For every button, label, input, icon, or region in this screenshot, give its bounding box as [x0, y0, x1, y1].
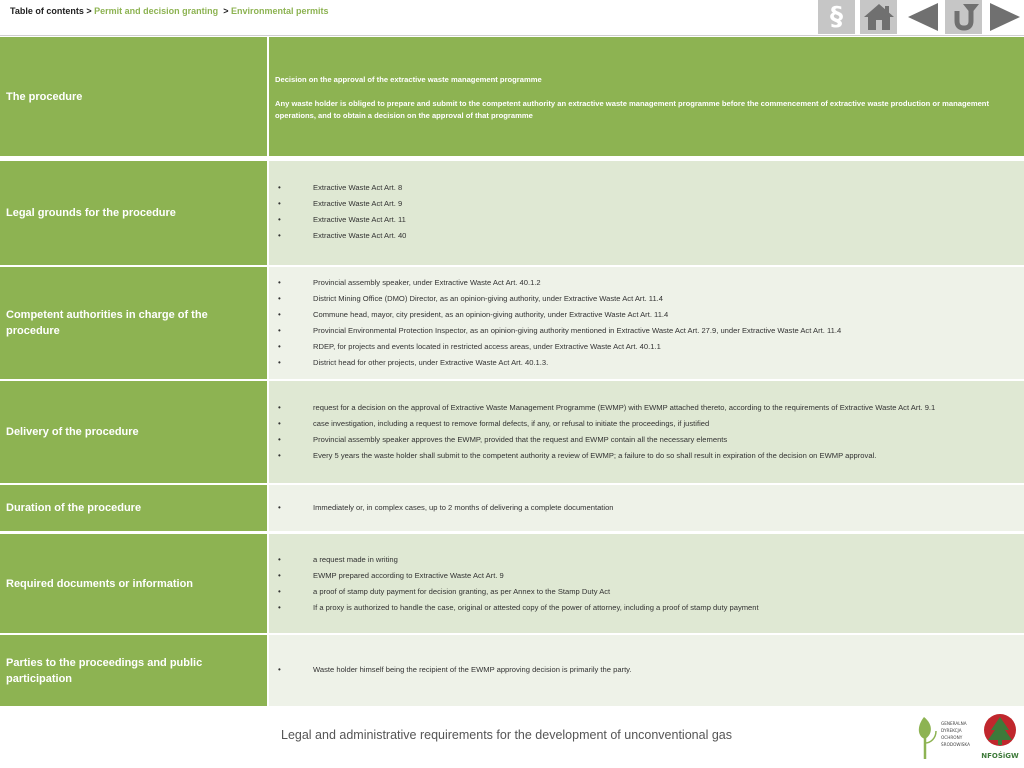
list-item: • Commune head, mayor, city president, as an opinion-giving authority, under Extractive Waste Act Art. 11.4: [269, 307, 1024, 323]
row-label-authorities: [0, 267, 267, 379]
footer-title: Legal and administrative requirements for the development of unconventional gas: [281, 728, 732, 742]
breadcrumb-root[interactable]: Table of contents: [10, 6, 84, 16]
row-label-delivery: [0, 381, 267, 483]
documents-list: [269, 552, 1024, 616]
list-item: • request for a decision on the approval of Extractive Waste Management Programme (EWMP) with EWMP attached thereto, according to the requirements of Extractive Waste Act Art. 9.1: [269, 400, 1024, 416]
row-content-documents: [269, 534, 1024, 633]
home-icon: [863, 2, 895, 32]
row-label-text: Parties to the proceedings and public participation: [6, 656, 203, 685]
breadcrumb: [10, 6, 329, 16]
list-item: • EWMP prepared according to Extractive Waste Act Art. 9: [269, 568, 1024, 584]
row-content-parties: [269, 635, 1024, 706]
arrow-left-icon: [906, 2, 940, 32]
list-item: • Provincial Environmental Protection Inspector, as an opinion-giving authority mentioned in Extractive Waste Act Art. 27.9, under Extractive Waste Act Art. 11.4: [269, 323, 1024, 339]
leaf-icon: [914, 713, 978, 761]
list-item: • Extractive Waste Act Art. 40: [269, 228, 1024, 244]
legal-grounds-list: [269, 180, 1024, 244]
list-item: • Extractive Waste Act Art. 11: [269, 212, 1024, 228]
list-item: • If a proxy is authorized to handle the case, original or attested copy of the power of attorney, including a proof of stamp duty payment: [269, 600, 1024, 616]
breadcrumb-level1[interactable]: Permit and decision granting: [94, 6, 219, 16]
list-item: • Waste holder himself being the recipient of the EWMP approving decision is primarily the party.: [269, 662, 1024, 678]
gdos-logo-line: OCHRONY: [941, 735, 963, 740]
list-item: • Extractive Waste Act Art. 8: [269, 180, 1024, 196]
row-label-procedure: [0, 37, 267, 156]
breadcrumb-level2[interactable]: Environmental permits: [230, 6, 329, 16]
list-item: • Every 5 years the waste holder shall submit to the competent authority a review of EWMP; a failure to do so shall result in expiration of the decision on EWMP approval.: [269, 448, 1024, 464]
row-label-documents: [0, 534, 267, 633]
list-item: • RDEP, for projects and events located in restricted access areas, under Extractive Waste Act Art. 40.1.1: [269, 339, 1024, 355]
procedure-title: Decision on the approval of the extractive waste management programme: [275, 75, 542, 84]
row-label-duration: [0, 485, 267, 531]
section-symbol-button[interactable]: [818, 0, 855, 34]
breadcrumb-separator: >: [223, 6, 229, 16]
row-label-text: Legal grounds for the procedure: [6, 207, 176, 219]
arrow-right-icon: [988, 2, 1022, 32]
row-label-text: Required documents or information: [6, 577, 194, 590]
gdos-logo-line: DYREKCJA: [941, 728, 962, 733]
parties-list: [269, 662, 1024, 678]
forward-button[interactable]: [986, 0, 1023, 34]
duration-list: [269, 500, 1024, 516]
section-symbol-icon: §: [830, 2, 843, 32]
list-item: • Provincial assembly speaker approves the EWMP, provided that the request and EWMP contain all the necessary elements: [269, 432, 1024, 448]
row-content-authorities: [269, 267, 1024, 379]
row-content-procedure: [269, 37, 1024, 156]
list-item: • a request made in writing: [269, 552, 1024, 568]
list-item: • Provincial assembly speaker, under Extractive Waste Act Art. 40.1.2: [269, 275, 1024, 291]
list-item: • Immediately or, in complex cases, up to 2 months of delivering a complete documentation: [269, 500, 1024, 516]
delivery-list: [269, 400, 1024, 464]
row-content-legal: [269, 161, 1024, 265]
list-item: • District head for other projects, under Extractive Waste Act Art. 40.1.3.: [269, 355, 1024, 371]
tree-icon: [980, 712, 1020, 762]
row-content-delivery: [269, 381, 1024, 483]
home-button[interactable]: [860, 0, 897, 34]
back-button[interactable]: [904, 0, 941, 34]
procedure-description: Any waste holder is obliged to prepare and submit to the competent authority an extractive waste management programme before the commencement of extractive waste production or management operations, and to obtain a decision on the approval of that programme: [275, 99, 989, 120]
list-item: • District Mining Office (DMO) Director, as an opinion-giving authority, under Extractive Waste Act Art. 11.4: [269, 291, 1024, 307]
row-label-text: Duration of the procedure: [6, 502, 142, 514]
row-label-text: Competent authorities in charge of the procedure: [6, 309, 208, 337]
gdos-logo-line: GENERALNA: [941, 721, 967, 726]
authorities-list: [269, 275, 1024, 371]
nfosigw-logo: [980, 712, 1020, 767]
return-icon: [948, 2, 980, 32]
breadcrumb-separator: >: [86, 6, 92, 16]
gdos-logo: [914, 713, 978, 766]
nfos-logo-text: NFOŚiGW: [981, 752, 1019, 760]
row-label-legal: [0, 161, 267, 265]
list-item: • Extractive Waste Act Art. 9: [269, 196, 1024, 212]
list-item: • case investigation, including a request to remove formal defects, if any, or refusal to initiate the proceedings, if justified: [269, 416, 1024, 432]
header-divider: [0, 35, 1024, 36]
return-button[interactable]: [945, 0, 982, 34]
gdos-logo-line: ŚRODOWISKA: [941, 742, 970, 747]
row-label-parties: [0, 635, 267, 706]
list-item: • a proof of stamp duty payment for decision granting, as per Annex to the Stamp Duty Act: [269, 584, 1024, 600]
row-content-duration: [269, 485, 1024, 531]
row-label-text: The procedure: [6, 90, 83, 103]
row-label-text: Delivery of the procedure: [6, 426, 139, 438]
